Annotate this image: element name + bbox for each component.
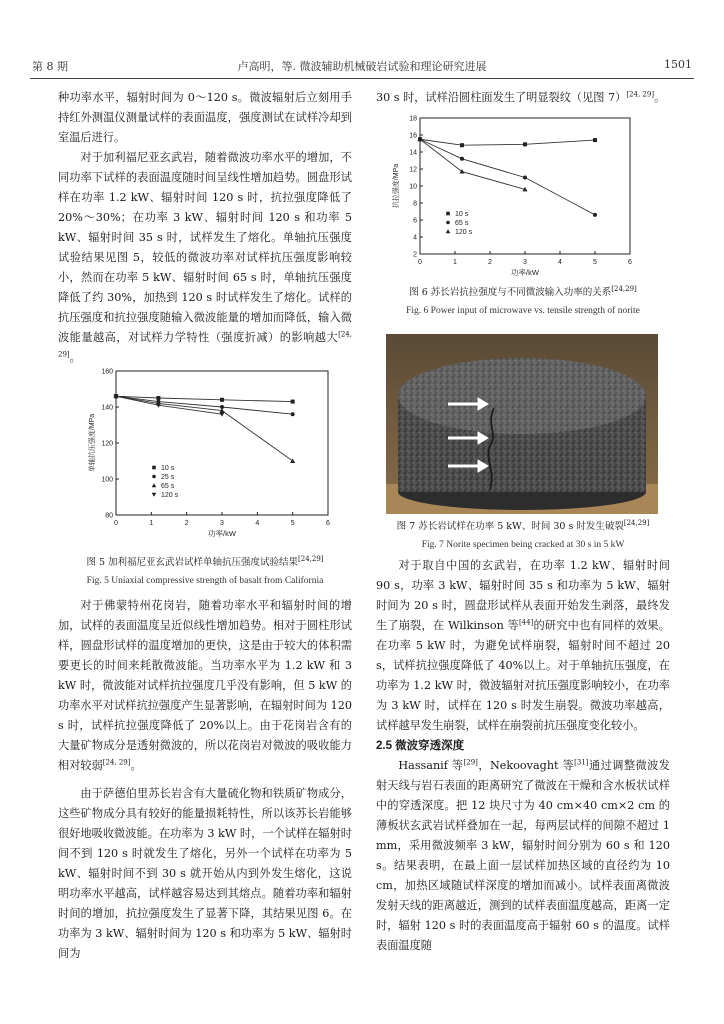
left-column-top	[58, 88, 352, 368]
data-point	[152, 466, 156, 470]
data-point	[446, 212, 450, 216]
y-tick-label: 4	[413, 234, 417, 242]
data-point	[523, 142, 527, 146]
citation: [24, 29]	[58, 330, 352, 359]
citation: [24, 29]	[626, 90, 655, 99]
legend-label: 120 s	[455, 229, 473, 236]
legend-label: 10 s	[455, 211, 469, 218]
caption-cn: 图 5 加利福尼亚玄武岩试样单轴抗压强度试验结果[24,29]	[86, 554, 324, 568]
data-point	[220, 398, 224, 402]
data-point	[460, 143, 464, 147]
x-tick-label: 2	[184, 520, 189, 527]
data-point	[152, 483, 157, 487]
x-axis-label: 功率/kW	[511, 268, 539, 277]
y-tick-label: 12	[409, 166, 417, 174]
x-tick-label: 4	[558, 259, 562, 266]
data-point	[220, 412, 225, 417]
paragraph: 对于取自中国的玄武岩，在功率 1.2 kW、辐射时间 90 s，功率 3 kW、辐射时间 35 s 和功率为 5 kW、辐射时间为 20 s 时，圆盘形试样从表面开始发生剥落，最终发生了崩裂，在 Wilkinson 等[44]的研究中也有同样的效果。在功率 5 kW 时，为避免试样崩裂，辐射时间不超过 20 s，试样抗拉强度降低了 40%以上。对于单轴抗压强度，在功率为 1.2 kW 时，微波辐射对抗压强度影响较小，在功率为 3 kW 时，试样在 120 s 时发生崩裂。微波功率越高，试样越早发生崩裂，试样在崩裂前抗压强度变化较小。	[376, 559, 670, 732]
x-tick-label: 5	[290, 520, 295, 527]
plot-frame	[420, 118, 630, 254]
x-tick-label: 3	[523, 259, 527, 266]
y-tick-label: 140	[101, 404, 113, 412]
uniaxial-strength-chart	[70, 365, 340, 541]
caption-en: Fig. 5 Uniaxial compressive strength of basalt from California	[86, 576, 324, 586]
caption-cn: 图 6 苏长岩抗拉强度与不同微波输入功率的关系[24,29]	[409, 284, 637, 298]
x-tick-label: 4	[255, 520, 260, 527]
citation: [29]	[463, 758, 478, 767]
paragraph: 由于萨德伯里苏长岩含有大量硫化物和铁质矿物成分，这些矿物成分具有较好的能量损耗特性，所以该苏长岩能够很好地吸收微波能。在功率为 3 kW 时，一个试样在辐射时间不到 120 s 时就发生了熔化，另外一个试样在功率为 5 kW、辐射时间不到 30 s 就开始从内到外发生熔化，这说明功率水平越高，试样越容易达到其熔点。随着功率和辐射时间的增加，抗拉强度发生了显著下降，其结果见图 6。在功率为 3 kW、辐射时间为 120 s 和功率为 5 kW、辐射时间为	[58, 787, 352, 960]
right-column-top	[376, 88, 670, 108]
legend-label: 10 s	[161, 465, 175, 472]
data-point	[156, 396, 160, 400]
series-line	[420, 139, 595, 215]
data-point	[460, 157, 464, 161]
legend-label: 65 s	[161, 483, 175, 490]
figure-5-chart	[70, 365, 340, 541]
norite-specimen-photo	[386, 334, 658, 514]
legend-label: 120 s	[161, 492, 179, 499]
y-axis-label: 单轴抗压强度/MPa	[89, 413, 96, 473]
arrow-icon	[478, 460, 488, 472]
data-point	[290, 459, 295, 464]
x-axis-label: 功率/kW	[208, 529, 236, 538]
data-point	[291, 412, 295, 416]
arrow-icon	[478, 432, 488, 444]
data-point	[446, 221, 450, 225]
x-tick-label: 1	[453, 259, 457, 266]
y-tick-label: 120	[101, 440, 113, 448]
left-column-bottom	[58, 596, 352, 964]
x-tick-label: 2	[488, 259, 492, 266]
caption-cn: 图 7 苏长岩试样在功率 5 kW、时间 30 s 时发生破裂[24,29]	[396, 518, 650, 532]
y-tick-label: 8	[413, 200, 417, 208]
paragraph: 种功率水平，辐射时间为 0～120 s。微波辐射后立刻用手持红外测温仪测量试样的表面温度，强度测试在试样冷却到室温后进行。	[58, 91, 352, 144]
series-line	[420, 139, 595, 145]
running-title: 卢高明，等. 微波辅助机械破岩试验和理论研究进展	[237, 60, 487, 73]
paragraph: 对于加利福尼亚玄武岩，随着微波功率水平的增加，不同功率下试样的表面温度随时间呈线性增加趋势。圆盘形试样在功率 1.2 kW、辐射时间 120 s 时，抗拉强度降低了 20%～30%；在功率 3 kW、辐射时间 120 s 和功率 5 kW、辐射时间 35 s 时，试样发生了熔化。单轴抗压强度试验结果见图 5，较低的微波功率对试样抗压强度影响较小，然而在功率 5 kW、辐射时间 65 s 时，单轴抗压强度降低了约 30%，加热到 120 s 时试样发生了熔化。试样的抗压强度和抗拉强度随输入微波能量的增加而降低，输入微波能量越高，对试样力学特性（强度折减）的影响越大[24, 29]。	[58, 151, 352, 364]
x-tick-label: 1	[149, 520, 154, 527]
figure-6-caption	[376, 286, 670, 316]
x-tick-label: 6	[628, 259, 632, 266]
y-tick-label: 14	[409, 149, 417, 157]
arrow-icon	[478, 398, 488, 410]
legend-label: 25 s	[161, 474, 175, 481]
data-point	[291, 400, 295, 404]
data-point	[593, 138, 597, 142]
paragraph: 对于佛蒙特州花岗岩，随着功率水平和辐射时间的增加，试样的表面温度呈近似线性增加趋势。相对于圆柱形试样，圆盘形试样的温度增加的更快，这是由于较大的体积需要更长的时间来耗散微波能。当功率水平为 1.2 kW 和 3 kW 时，微波能对试样抗拉强度几乎没有影响，但 5 kW 的功率水平对试样抗拉强度产生显著影响，在辐射时间为 120 s 时，试样抗拉强度降低了 20%以上。由于花岗岩含有的大量矿物成分是透射微波的，所以花岗岩对微波的吸收能力相对较弱[24, 29]。	[58, 599, 352, 772]
header-rule	[30, 78, 694, 79]
caption-en: Fig. 6 Power input of microwave vs. tensile strength of norite	[406, 306, 640, 316]
section-heading: 2.5 微波穿透深度	[376, 740, 465, 752]
citation: [24, 29]	[102, 758, 131, 767]
x-tick-label: 0	[114, 520, 118, 527]
page-number: 1501	[664, 58, 692, 71]
y-axis-label: 抗拉强度/MPa	[393, 163, 400, 209]
x-tick-label: 6	[326, 520, 330, 527]
y-tick-label: 2	[413, 251, 417, 259]
y-tick-label: 10	[409, 183, 417, 191]
right-column-bottom	[376, 556, 670, 956]
data-point	[152, 475, 156, 479]
figure-6-chart	[392, 112, 640, 282]
y-tick-label: 80	[105, 512, 113, 520]
figure-5-caption	[58, 556, 352, 586]
y-tick-label: 100	[101, 476, 113, 484]
caption-en: Fig. 7 Norite specimen being cracked at 30 s in 5 kW	[421, 540, 625, 550]
y-tick-label: 6	[413, 217, 417, 225]
plot-frame	[116, 371, 328, 515]
data-point	[446, 229, 451, 233]
data-point	[523, 176, 527, 180]
y-tick-label: 160	[101, 368, 113, 376]
y-tick-label: 18	[409, 115, 417, 123]
data-point	[152, 493, 157, 497]
y-tick-label: 16	[409, 132, 417, 140]
figure-7-caption	[376, 520, 670, 550]
arrow-icons	[386, 334, 658, 514]
x-tick-label: 0	[418, 259, 422, 266]
paragraph: 30 s 时，试样沿圆柱面发生了明显裂纹（见图 7）[24, 29]。	[376, 90, 666, 104]
running-header	[30, 58, 694, 76]
tensile-strength-chart	[392, 112, 640, 282]
x-tick-label: 3	[220, 520, 224, 527]
data-point	[593, 213, 597, 217]
citation: [44]	[518, 618, 534, 627]
citation: [31]	[574, 758, 589, 767]
x-tick-label: 5	[593, 259, 597, 266]
paragraph: Hassanif 等[29]，Nekoovaght 等[31]通过调整微波发射天线与岩石表面的距离研究了微波在干燥和含水板状试样中的穿透深度。把 12 块尺寸为 40 cm×40 cm×2 cm 的薄板状玄武岩试样叠加在一起，每两层试样的间隙不超过 1 mm，采用微波频率 3 kW，辐射时间分别为 60 s 和 120 s。结果表明，在最上面一层试样加热区域的直径约为 10 cm，加热区域随试样深度的增加而减小。试样表面离微波发射天线的距离越近，测到的试样表面温度越高，距离一定时，辐射 120 s 时的表面温度高于辐射 60 s 的温度。试样表面温度随	[376, 758, 670, 952]
issue-number: 第 8 期	[32, 60, 68, 73]
legend-label: 65 s	[455, 220, 469, 227]
